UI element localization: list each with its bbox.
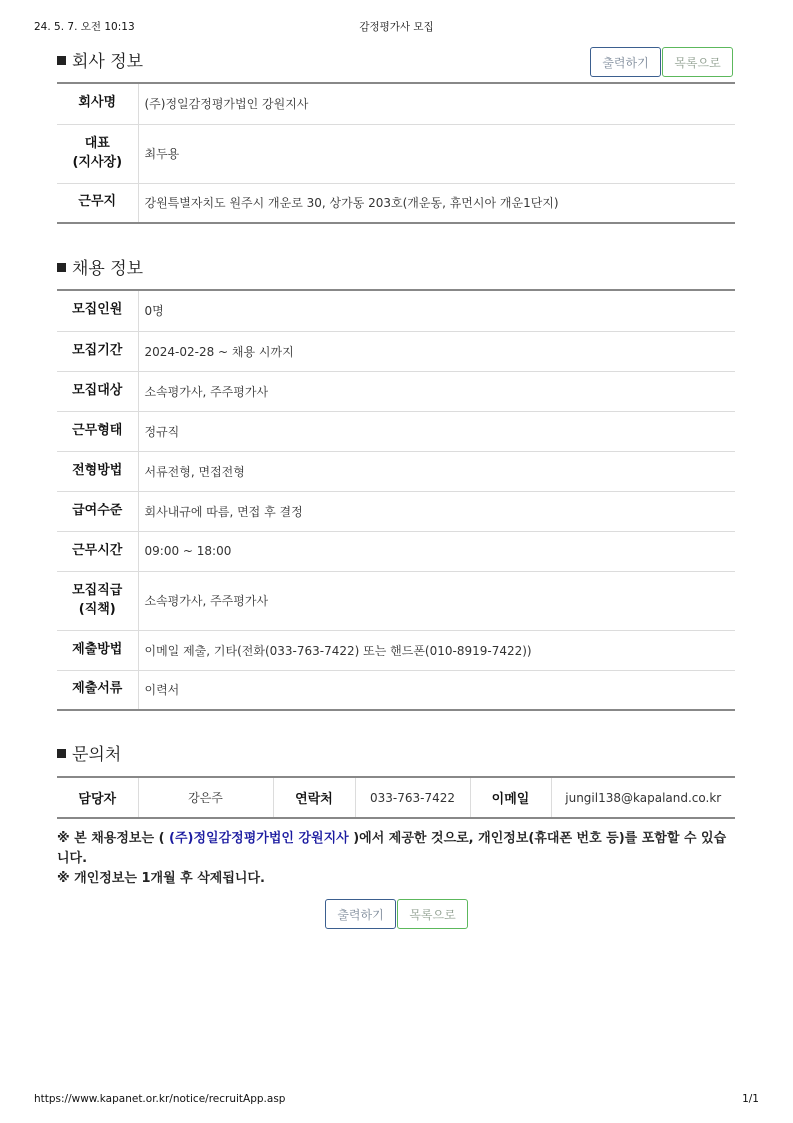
print-title: 감정평가사 모집 bbox=[359, 21, 434, 33]
screening-value: 서류전형, 면접전형 bbox=[138, 451, 735, 491]
recruit-section-title-text: 채용 정보 bbox=[72, 258, 144, 279]
documents-value: 이력서 bbox=[144, 683, 180, 698]
submission-method-value: 이메일 제출, 기타(전화(033-763-7422) 또는 핸드폰(010-8919-7422)) bbox=[138, 630, 735, 670]
print-date: 24. 5. 7. 오전 10:13 bbox=[34, 21, 135, 33]
table-row bbox=[57, 630, 735, 670]
work-hours-value: 09:00 ~ 18:00 bbox=[138, 531, 735, 571]
period-label: 모집기간 bbox=[57, 331, 138, 371]
table-row bbox=[57, 777, 735, 818]
documents-label: 제출서류 bbox=[57, 670, 138, 710]
table-row bbox=[57, 290, 735, 331]
page-url: https://www.kapanet.or.kr/notice/recruitApp.asp bbox=[34, 1093, 286, 1105]
square-bullet-icon bbox=[57, 749, 66, 758]
privacy-notice-line2: ※ 개인정보는 1개월 후 삭제됩니다. bbox=[57, 871, 265, 886]
print-button-bottom[interactable]: 출력하기 bbox=[325, 899, 396, 929]
target-label: 모집대상 bbox=[57, 371, 138, 411]
period-value: 2024-02-28 ~ 채용 시까지 bbox=[138, 331, 735, 371]
square-bullet-icon bbox=[57, 263, 66, 272]
position-label-line2: (직책) bbox=[78, 601, 116, 617]
table-row bbox=[57, 491, 735, 531]
screening-label: 전형방법 bbox=[57, 451, 138, 491]
table-row bbox=[57, 451, 735, 491]
list-button-top[interactable]: 목록으로 bbox=[662, 47, 733, 77]
company-info-table bbox=[57, 82, 735, 224]
headcount-value: 0명 bbox=[138, 290, 735, 331]
contact-section-title bbox=[57, 740, 121, 764]
company-name-label: 회사명 bbox=[57, 83, 138, 124]
notice-company: (주)정일감정평가법인 강원지사 bbox=[169, 831, 349, 846]
print-button-top[interactable]: 출력하기 bbox=[590, 47, 661, 77]
representative-label-line1: 대표 bbox=[84, 135, 110, 151]
email-value: jungil138@kapaland.co.kr bbox=[565, 790, 722, 805]
notice-prefix: ※ 본 채용정보는 ( bbox=[57, 831, 170, 846]
list-button-bottom[interactable]: 목록으로 bbox=[397, 899, 468, 929]
representative-label bbox=[57, 124, 138, 183]
target-value: 소속평가사, 주주평가사 bbox=[138, 371, 735, 411]
privacy-notice bbox=[57, 829, 737, 889]
recruit-info-table bbox=[57, 289, 735, 711]
recruit-section-title bbox=[57, 254, 143, 278]
table-row bbox=[57, 531, 735, 571]
work-hours-label: 근무시간 bbox=[57, 531, 138, 571]
table-row bbox=[57, 411, 735, 451]
workplace-value: 강원특별자치도 원주시 개운로 30, 상가동 203호(개운동, 휴먼시아 개운1단지) bbox=[144, 196, 559, 211]
employment-type-value: 정규직 bbox=[138, 411, 735, 451]
position-label bbox=[57, 571, 138, 630]
table-row bbox=[57, 571, 735, 630]
salary-label: 급여수준 bbox=[57, 491, 138, 531]
phone-label: 연락처 bbox=[273, 777, 355, 818]
employment-type-label: 근무형태 bbox=[57, 411, 138, 451]
representative-value: 최두용 bbox=[138, 124, 735, 183]
print-footer bbox=[0, 1093, 793, 1109]
salary-value: 회사내규에 따름, 면접 후 결정 bbox=[138, 491, 735, 531]
phone-value: 033-763-7422 bbox=[355, 777, 470, 818]
notice-suffix: )에서 제공한 것으로, 개인정보(휴대폰 번호 등)를 포함할 수 있습니다. bbox=[57, 831, 727, 866]
company-name-value: (주)정일감정평가법인 강원지사 bbox=[138, 83, 735, 124]
manager-label: 담당자 bbox=[57, 777, 138, 818]
email-label: 이메일 bbox=[470, 777, 551, 818]
table-row bbox=[57, 83, 735, 124]
page-number: 1/1 bbox=[742, 1093, 759, 1105]
workplace-label: 근무지 bbox=[57, 183, 138, 223]
print-header bbox=[0, 19, 793, 35]
position-label-line1: 모집직급 bbox=[72, 582, 123, 598]
table-row bbox=[57, 331, 735, 371]
position-value: 소속평가사, 주주평가사 bbox=[138, 571, 735, 630]
submission-method-label: 제출방법 bbox=[57, 630, 138, 670]
table-row bbox=[57, 183, 735, 223]
contact-section-title-text: 문의처 bbox=[72, 744, 122, 765]
company-section-title-text: 회사 정보 bbox=[72, 51, 144, 72]
table-row bbox=[57, 371, 735, 411]
privacy-notice-line1 bbox=[57, 829, 737, 869]
headcount-label: 모집인원 bbox=[57, 290, 138, 331]
company-section-title bbox=[57, 47, 143, 71]
table-row bbox=[57, 124, 735, 183]
table-row bbox=[57, 670, 735, 710]
square-bullet-icon bbox=[57, 56, 66, 65]
representative-label-line2: (지사장) bbox=[72, 154, 123, 170]
contact-table bbox=[57, 776, 735, 819]
manager-value: 강은주 bbox=[138, 777, 273, 818]
